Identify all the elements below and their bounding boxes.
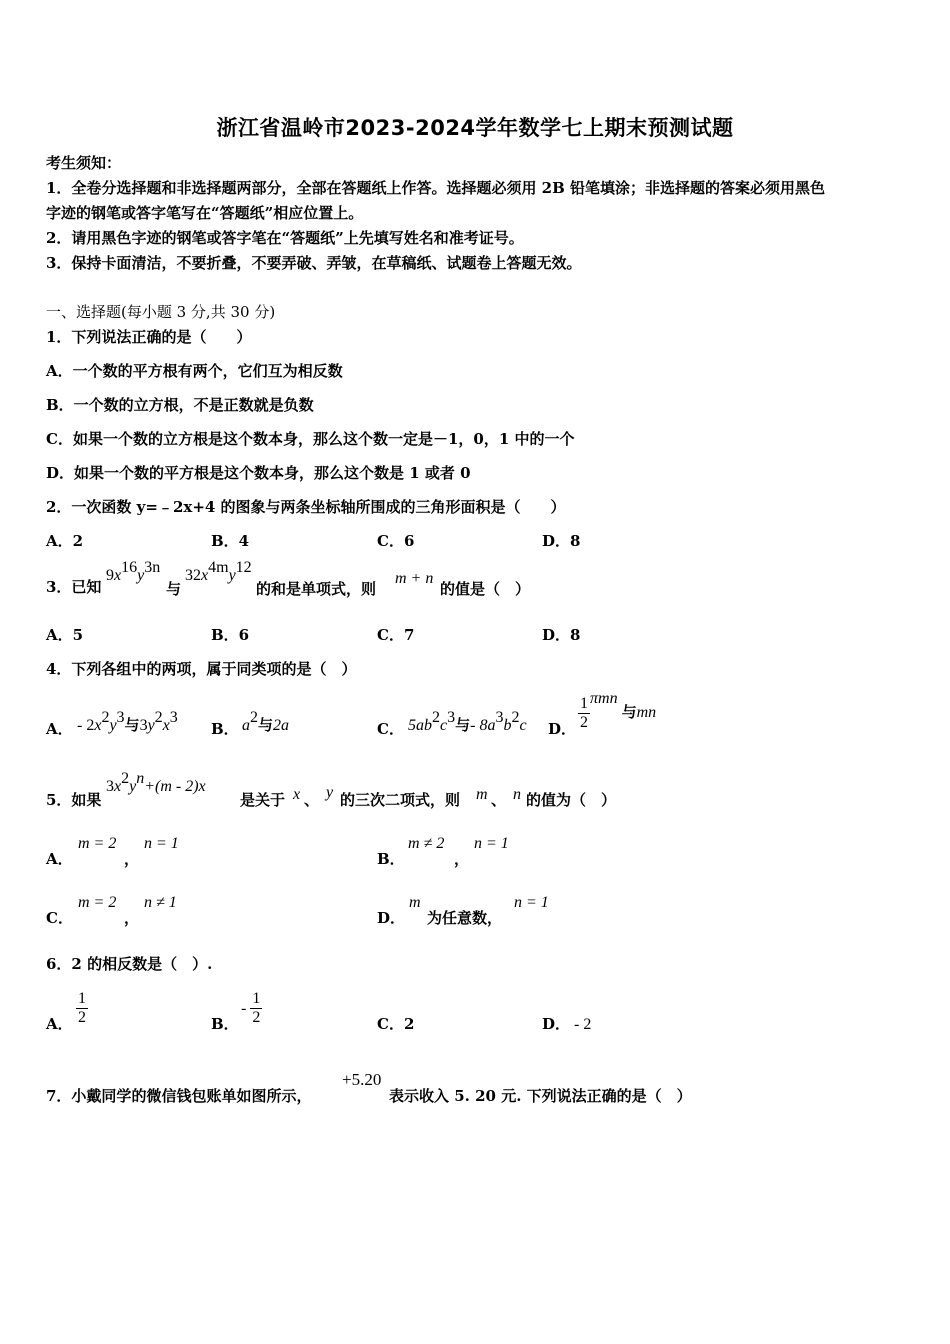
q5-separator-2: 、	[491, 791, 507, 809]
q4-option-a-label: A．	[46, 720, 73, 738]
notice-heading: 考生须知：	[46, 154, 122, 172]
q6-option-d-label: D．	[542, 1015, 571, 1033]
q5-option-c-label: C．	[46, 909, 73, 927]
q7-amount: +5.20	[342, 1070, 382, 1089]
notice-line-3: 3．保持卡面清洁，不要折叠，不要弄破、弄皱，在草稿纸、试题卷上答题无效。	[46, 254, 582, 272]
section-heading: 一、选择题(每小题 3 分,共 30 分)	[46, 303, 276, 321]
q5-option-c-comma: ，	[124, 909, 140, 927]
q5-option-d-n: n = 1	[514, 894, 549, 911]
q3-stem-part4: 的值是（ ）	[440, 580, 531, 598]
q3-stem-part3: 的和是单项式，则	[256, 580, 377, 598]
q5-var-m: m	[476, 786, 488, 803]
q5-option-d-text: 为任意数，	[427, 909, 503, 927]
q4-stem: 4．下列各组中的两项，属于同类项的是（ ）	[46, 660, 357, 678]
q4-option-a-expr: - $2x^2y^3$与$3y^2x^3$	[77, 709, 178, 734]
q6-option-a-label: A．	[46, 1015, 73, 1033]
q5-option-a-m: m = 2	[78, 835, 117, 852]
q5-stem-part3: 的三次二项式，则	[340, 791, 461, 809]
q5-option-a-n: n = 1	[144, 835, 179, 852]
q6-option-b-value: - $\frac{1}{2}$	[241, 990, 261, 1026]
q5-var-y: y	[326, 784, 334, 801]
q3-option-b: B．6	[211, 626, 250, 644]
fraction-one-half: $\frac{1}{2}$	[252, 990, 261, 1026]
q5-option-c-n: n ≠ 1	[144, 894, 177, 911]
q5-option-b-label: B．	[377, 850, 405, 868]
q7-stem-part1: 7．小戴同学的微信钱包账单如图所示，	[46, 1087, 312, 1105]
q5-option-a-label: A．	[46, 850, 73, 868]
q1-option-c: C．如果一个数的立方根是这个数本身，那么这个数一定是－1，0，1 中的一个	[46, 430, 575, 448]
fraction-one-half: $\frac{1}{2}$	[78, 990, 86, 1026]
q5-option-b-n: n = 1	[474, 835, 509, 852]
q5-option-c-m: m = 2	[78, 894, 117, 911]
q2-option-b: B．4	[211, 532, 250, 550]
q1-stem: 1．下列说法正确的是（ ）	[46, 328, 252, 346]
q3-option-d: D．8	[542, 626, 581, 644]
q4-option-d-label: D．	[548, 720, 577, 738]
q5-option-d-m: m	[409, 894, 421, 911]
q6-option-d-value: - 2	[574, 1016, 592, 1033]
q4-option-c-expr: $5ab^2c^3$与- $8a^3b^2c$	[408, 709, 527, 734]
fraction-one-half: $\frac{1}{2}$	[580, 694, 588, 731]
q1-option-a: A．一个数的平方根有两个，它们互为相反数	[46, 362, 343, 380]
q5-stem-part4: 的值为（ ）	[526, 791, 617, 809]
q6-option-a-value	[76, 990, 88, 1027]
q2-stem: 2．一次函数 y=﹣2x+4 的图象与两条坐标轴所围成的三角形面积是（ ）	[46, 498, 566, 516]
q4-option-b-label: B．	[211, 720, 239, 738]
q5-expression: $3x^2y^n+(m - 2)x$	[106, 770, 206, 795]
notice-line-1a: 1．全卷分选择题和非选择题两部分，全部在答题纸上作答。选择题必须用 2B 铅笔填涂；非选择题的答案必须用黑色	[46, 179, 826, 197]
q5-option-a-comma: ，	[124, 850, 140, 868]
q1-option-d: D．如果一个数的平方根是这个数本身，那么这个数是 1 或者 0	[46, 464, 471, 482]
page-title: 浙江省温岭市2023-2024学年数学七上期末预测试题	[216, 116, 734, 140]
q5-stem-part1: 5．如果	[46, 791, 102, 809]
q6-option-c: C．2	[377, 1015, 415, 1033]
q3-stem-part1: 3．已知	[46, 578, 102, 596]
q4-option-b-expr: $a^2$与2a	[242, 709, 290, 734]
notice-line-1b: 字迹的钢笔或答字笔写在“答题纸”相应位置上。	[46, 204, 364, 222]
q1-option-b: B．一个数的立方根，不是正数就是负数	[46, 396, 314, 414]
q5-stem-part2: 是关于	[240, 791, 286, 809]
q4-option-d-expr: $\frac{1}{2}$ πmn与mn	[580, 690, 657, 731]
q3-option-c: C．7	[377, 626, 415, 644]
q3-expression: m + n	[395, 570, 434, 587]
q2-option-c: C．6	[377, 532, 415, 550]
q5-option-b-m: m ≠ 2	[408, 835, 445, 852]
q6-stem: 6．2 的相反数是（ ）.	[46, 955, 213, 973]
q3-term2: $32x^{4m}y^{12}$	[185, 559, 252, 584]
q5-option-b-comma: ，	[454, 850, 470, 868]
q5-option-d-label: D．	[377, 909, 406, 927]
q7-stem-part2: 表示收入 5. 20 元. 下列说法正确的是（ ）	[389, 1087, 692, 1105]
notice-line-2: 2．请用黑色字迹的钢笔或答字笔在“答题纸”上先填写姓名和准考证号。	[46, 229, 524, 247]
q4-option-c-label: C．	[377, 720, 404, 738]
q5-var-n: n	[513, 786, 521, 803]
q6-option-b-label: B．	[211, 1015, 239, 1033]
q2-option-d: D．8	[542, 532, 581, 550]
q2-option-a: A．2	[46, 532, 84, 550]
q3-option-a: A．5	[46, 626, 84, 644]
q3-stem-part2: 与	[166, 580, 182, 598]
q5-separator-1: 、	[304, 791, 320, 809]
q5-var-x: x	[293, 786, 301, 803]
q3-term1: $9x^{16}y^{3n}$	[106, 559, 161, 584]
